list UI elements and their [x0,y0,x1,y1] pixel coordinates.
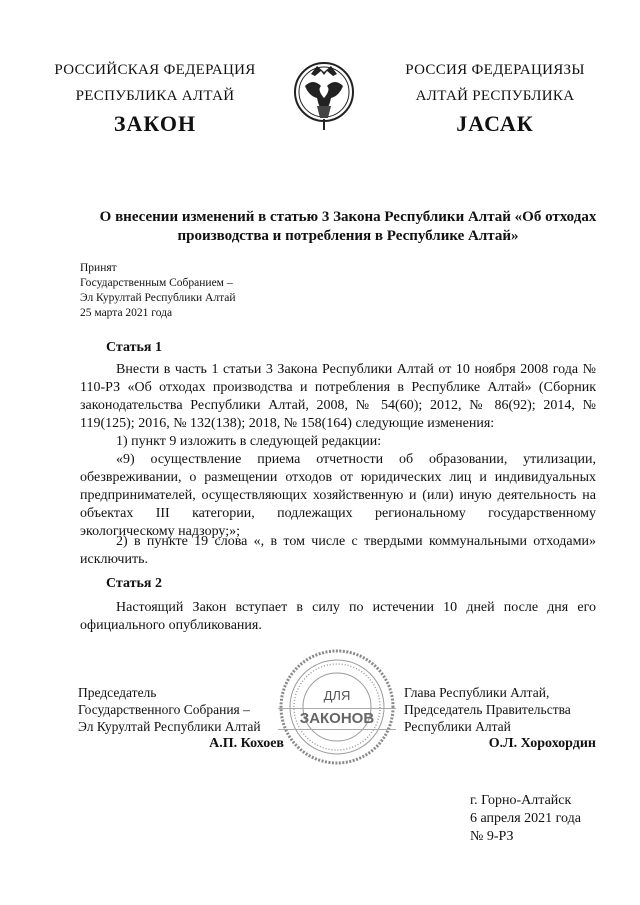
header-right-republic: АЛТАЙ РЕСПУБЛИКА [415,88,575,104]
stamp-text-1: ДЛЯ [323,688,351,703]
header-left-republic: РЕСПУБЛИКА АЛТАЙ [75,88,235,104]
article-1-paragraph-4 [80,533,596,569]
article-1-paragraph-3 [80,451,596,541]
emblem-icon [293,56,355,134]
signature-left-name: А.П. Кохоев [209,736,284,751]
header-left [50,62,260,137]
article-2-heading: Статья 2 [106,576,162,591]
article-2-paragraph-1 [80,599,596,635]
signature-left [78,684,288,752]
adoption-line: Принят [80,262,117,274]
article-1-paragraph-1 [80,361,596,433]
issue-date: 6 апреля 2021 года [470,811,581,826]
adoption-body: Государственным Собранием – [80,277,233,289]
article-1-p4-text: 2) в пункте 19 слова «, в том числе с твердыми коммунальными отходами» исключить. [80,534,596,567]
adoption-info [80,261,236,321]
article-1-heading: Статья 1 [106,340,162,355]
header-right-country: РОССИЯ ФЕДЕРАЦИЯЗЫ [405,62,585,78]
article-1-paragraph-2 [80,433,596,451]
article-1-p2-text: 1) пункт 9 изложить в следующей редакции: [116,434,382,449]
law-title: О внесении изменений в статью 3 Закона Республики Алтай «Об отходах производства и потребления в Республике Алтай» [99,209,597,244]
signature-right-title: Глава Республики Алтай, [404,685,550,700]
signature-left-body-name: Эл Курултай Республики Алтай [78,719,261,734]
header-left-country: РОССИЙСКАЯ ФЕДЕРАЦИЯ [54,62,256,78]
signature-left-body: Государственного Собрания – [78,702,250,717]
signature-right-republic: Республики Алтай [404,719,511,734]
header-right [390,62,600,137]
header-right-law: JАСАК [456,111,534,136]
issue-city: г. Горно-Алтайск [470,793,572,808]
signature-right [404,684,596,752]
header-left-law: ЗАКОН [113,111,197,136]
official-stamp [278,648,396,766]
issue-details [470,792,581,846]
coat-of-arms-emblem [293,56,355,134]
signature-left-title: Председатель [78,685,157,700]
article-1-p1-text: Внести в часть 1 статьи 3 Закона Республики Алтай от 10 ноября 2008 года № 110-РЗ «Об отходах производства и потребления в Республике Алтай» (Сборник законодательства Республики Алтай, 2008, № 54(60); 2012, № 86(92); 2014, № 119(125); 2016, № 132(138); 2018, № 158(164) следующие изменения: [80,362,596,431]
adoption-date: 25 марта 2021 года [80,307,173,319]
signature-right-role: Председатель Правительства [404,702,571,717]
adoption-body-name: Эл Курултай Республики Алтай [80,292,236,304]
stamp-text-2: ЗАКОНОВ [278,708,396,730]
signature-right-name: О.Л. Хорохордин [488,736,596,751]
stamp-seal-icon [278,648,396,766]
law-number: № 9-РЗ [470,829,514,844]
article-2-p1-text: Настоящий Закон вступает в силу по истечении 10 дней после дня его официального опубликования. [80,600,596,633]
article-1-p3-text: «9) осуществление приема отчетности об образовании, утилизации, обезвреживании, о размещении отходов от юридических лиц и индивидуальных предпринимателей, осуществляющих хозяйственную и (или) иную деятельность на объектах III категории, подлежащих региональному государственному экологическому надзору;»; [80,452,596,539]
